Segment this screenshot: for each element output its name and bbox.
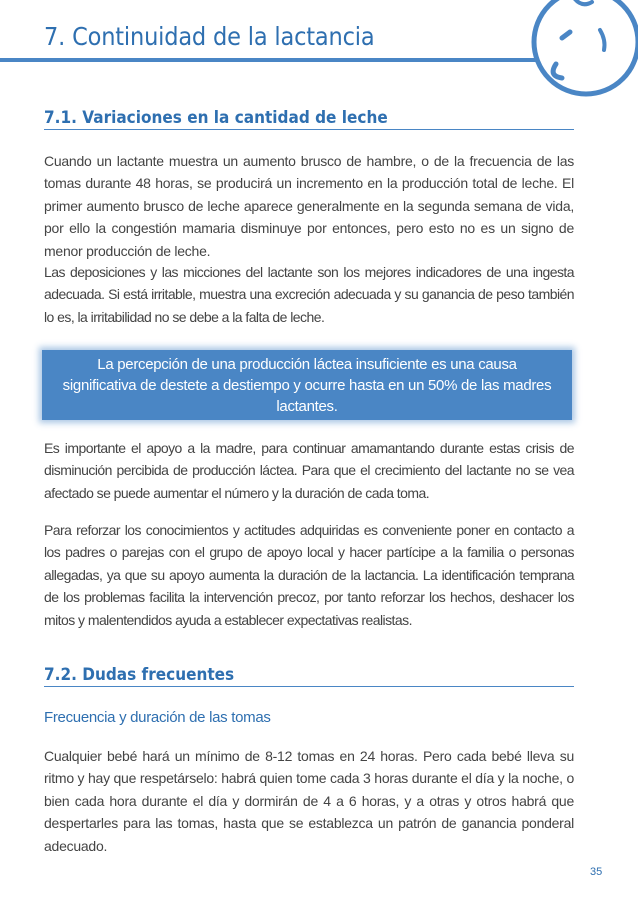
subheading-frecuencia: Frecuencia y duración de las tomas — [44, 709, 271, 726]
chapter-title: 7. Continuidad de la lactancia — [44, 22, 375, 51]
paragraph-5: Cualquier bebé hará un mínimo de 8-12 tomas en 24 horas. Pero cada bebé lleva su ritmo y hay que respetárselo: habrá quien tome cada 3 horas durante el día y la noche, o bien cada hora durante el día y dormirán de 4 a 6 horas, y a otras y otros habrá que despertarles para las tomas, hasta que se establezca un patrón de ganancia ponderal adecuado. — [44, 748, 574, 854]
paragraph-4: Para reforzar los conocimientos y actitudes adquiridas es conveniente poner en contacto a los padres o parejas con el grupo de apoyo local y hacer partícipe a la familia o personas allegadas, ya que su apoyo aumenta la duración de la lactancia. La identificación temprana de los problemas facilita la intervención precoz, por tanto reforzar los hechos, deshacer los mitos y malentendidos ayuda a establecer expectativas realistas. — [44, 522, 574, 628]
callout-text: La percepción de una producción láctea insuficiente es una causa significativa de destete a destiempo y ocurre hasta en un 50% de las madres lactantes. — [62, 355, 552, 415]
paragraph-3: Es importante el apoyo a la madre, para continuar amamantando durante estas crisis de disminución percibida de producción láctea. Para que el crecimiento del lactante no se vea afectado se puede aumentar el número y la duración de cada toma. — [44, 440, 574, 501]
paragraph-2: Las deposiciones y las micciones del lactante son los mejores indicadores de una ingesta adecuada. Si está irritable, muestra una excreción adecuada y su ganancia de peso también lo es, la irritabilidad no se debe a la falta de leche. — [44, 264, 574, 325]
chapter-title-rule — [0, 58, 560, 62]
page-number: 35 — [590, 866, 603, 878]
section-heading-7-2 — [44, 665, 574, 687]
section-heading-7-1-text: 7.1. Variaciones en la cantidad de leche — [44, 108, 388, 128]
baby-face-icon — [510, 0, 638, 110]
callout-box — [42, 350, 572, 420]
paragraph-1: Cuando un lactante muestra un aumento brusco de hambre, o de la frecuencia de las tomas durante 48 horas, se producirá un incremento en la producción total de leche. El primer aumento brusco de leche aparece generalmente en la segunda semana de vida, por ello la congestión mamaria disminuye por entonces, pero esto no es un signo de menor producción de leche. — [44, 153, 574, 259]
section-heading-7-2-text: 7.2. Dudas frecuentes — [44, 665, 235, 685]
section-heading-7-1 — [44, 108, 574, 130]
